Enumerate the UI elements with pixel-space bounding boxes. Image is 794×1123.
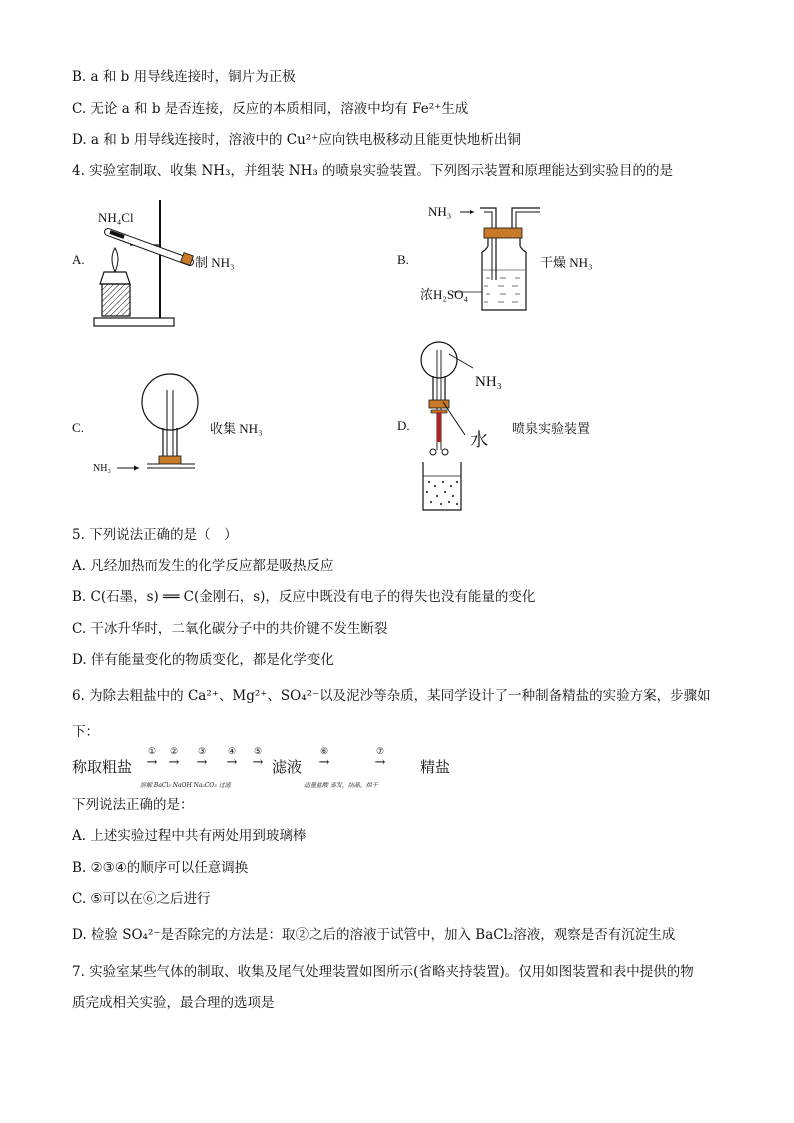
q5-option-c: C. 干冰升华时，二氧化碳分子中的共价键不发生断裂 xyxy=(72,621,388,637)
q4-b-inlet-label: NH₃ xyxy=(428,204,452,219)
q5-stem: 5. 下列说法正确的是（ ） xyxy=(72,527,238,543)
q5-option-b: B. C(石墨，s) ══ C(金刚石，s)，反应中既没有电子的得失也没有能量的变化 xyxy=(72,589,536,605)
flow-step-1: ① → xyxy=(146,747,158,770)
q4-stem: 4. 实验室制取、收集 NH₃，并组装 NH₃ 的喷泉实验装置。下列图示装置和原理能达到实验目的的是 xyxy=(72,163,674,179)
flow-step-6: ⑥ → xyxy=(318,747,330,770)
q6-stem-cont: 下： xyxy=(72,724,99,740)
q4-a-apparatus-diagram xyxy=(90,200,210,330)
q4-c-apparatus-diagram xyxy=(95,370,205,480)
flow-start: 称取粗盐 xyxy=(72,758,133,776)
q6-lead: 下列说法正确的是： xyxy=(72,797,194,813)
q6-process-flow xyxy=(72,748,472,788)
q4-b-apparatus-diagram xyxy=(460,200,550,315)
flow-step-4: ④ → xyxy=(226,747,238,770)
q3-option-c: C. 无论 a 和 b 是否连接，反应的本质相同，溶液中均有 Fe²⁺生成 xyxy=(72,101,469,117)
q5-option-a: A. 凡经加热而发生的化学反应都是吸热反应 xyxy=(72,558,334,574)
q4-b-reagent-label: 浓H₂SO₄ xyxy=(420,287,469,302)
flow-reagents-2: 适量盐酸 蒸发，结晶，烘干 xyxy=(304,782,378,789)
flow-step-2: ② → xyxy=(168,747,180,770)
flow-step-5: ⑤ → xyxy=(252,747,264,770)
q4-option-c-label: C. xyxy=(72,420,84,435)
flow-mid: 滤液 xyxy=(272,758,303,776)
q6-stem: 6. 为除去粗盐中的 Ca²⁺、Mg²⁺、SO₄²⁻以及泥沙等杂质，某同学设计了一种制备精盐的实验方案，步骤如 xyxy=(72,688,711,704)
q4-d-apparatus-diagram xyxy=(415,340,505,515)
flow-step-3: ③ → xyxy=(196,747,208,770)
q4-option-b-label: B. xyxy=(397,252,409,267)
q6-option-b: B. ②③④的顺序可以任意调换 xyxy=(72,860,249,876)
q5-option-d: D. 伴有能量变化的物质变化，都是化学变化 xyxy=(72,652,334,668)
q4-c-caption: 收集 NH₃ xyxy=(210,421,263,436)
q4-d-gas-label: NH₃ xyxy=(475,374,502,390)
q6-option-a: A. 上述实验过程中共有两处用到玻璃棒 xyxy=(72,828,307,844)
q4-option-a-label: A. xyxy=(72,252,85,267)
flow-end: 精盐 xyxy=(420,758,451,776)
q4-a-caption: 制 NH₃ xyxy=(195,255,235,270)
q4-d-caption: 喷泉实验装置 xyxy=(512,421,591,436)
q3-option-b: B. a 和 b 用导线连接时，铜片为正极 xyxy=(72,69,296,85)
q4-a-reagent-label: NH₄Cl xyxy=(98,210,134,225)
flow-reagents-1: 溶解 BaCl₂ NaOH Na₂CO₃ 过滤 xyxy=(140,782,231,789)
q3-option-d: D. a 和 b 用导线连接时，溶液中的 Cu²⁺应向铁电极移动且能更快地析出铜 xyxy=(72,132,521,148)
q4-d-water-label: 水 xyxy=(470,430,488,450)
flow-step-7: ⑦ → xyxy=(374,747,386,770)
q4-b-caption: 干燥 NH₃ xyxy=(540,255,593,270)
q6-option-d: D. 检验 SO₄²⁻是否除完的方法是：取②之后的溶液于试管中，加入 BaCl₂溶液，观察是否有沉淀生成 xyxy=(72,927,676,943)
q4-option-d-label: D. xyxy=(397,418,410,433)
q4-c-inlet-label: NH₃ xyxy=(93,463,111,474)
q7-stem-cont: 质完成相关实验，最合理的选项是 xyxy=(72,995,275,1011)
q6-option-c: C. ⑤可以在⑥之后进行 xyxy=(72,891,211,907)
q7-stem: 7. 实验室某些气体的制取、收集及尾气处理装置如图所示(省略夹持装置)。仅用如图装置和表中提供的物 xyxy=(72,964,694,980)
